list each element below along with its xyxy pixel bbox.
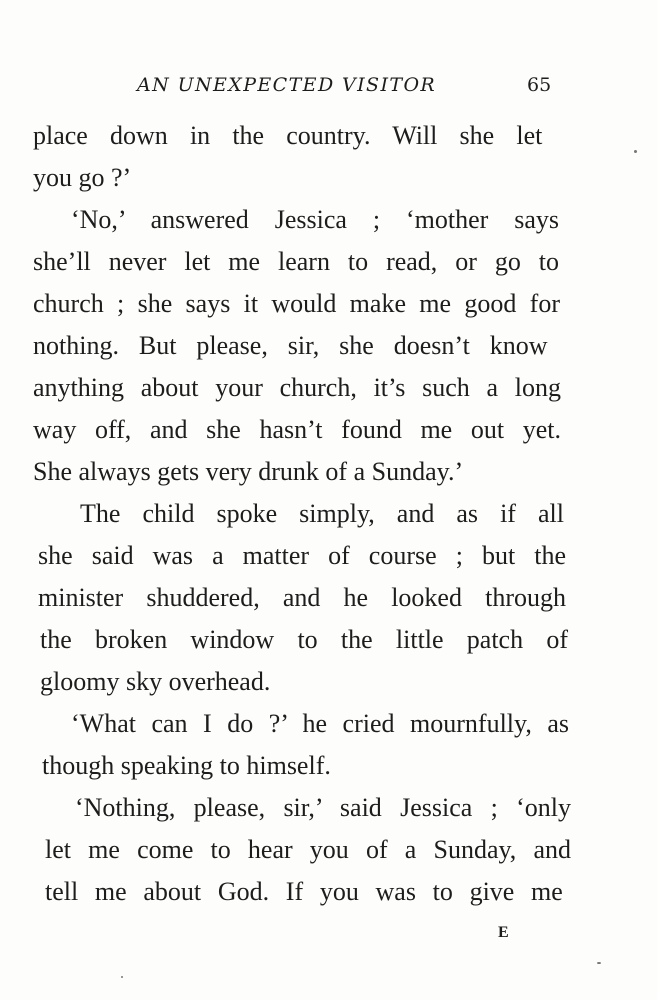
signature-mark: E bbox=[498, 924, 510, 941]
text-line: ‘Nothing, please, sir,’ said Jessica ; ‘only bbox=[75, 793, 571, 822]
page-number: 65 bbox=[527, 74, 552, 96]
text-line: ‘No,’ answered Jessica ; ‘mother says bbox=[71, 205, 559, 234]
text-line: she said was a matter of course ; but the bbox=[38, 541, 566, 570]
running-head bbox=[0, 70, 658, 100]
text-line: you go ?’ bbox=[33, 163, 132, 192]
text-line: way off, and she hasn’t found me out yet. bbox=[33, 415, 561, 444]
text-line: gloomy sky overhead. bbox=[40, 667, 271, 696]
text-line: church ; she says it would make me good for bbox=[33, 289, 560, 318]
text-line: she’ll never let me learn to read, or go to bbox=[33, 247, 559, 276]
text-line: the broken window to the little patch of bbox=[40, 625, 568, 654]
text-line: let me come to hear you of a Sunday, and bbox=[45, 835, 571, 864]
text-line: though speaking to himself. bbox=[42, 751, 331, 780]
text-line: She always gets very drunk of a Sunday.’ bbox=[33, 457, 464, 486]
text-line: tell me about God. If you was to give me bbox=[45, 877, 563, 906]
text-line: minister shuddered, and he looked through bbox=[38, 583, 566, 612]
text-line: ‘What can I do ?’ he cried mournfully, as bbox=[71, 709, 569, 738]
text-line: place down in the country. Will she let bbox=[33, 121, 543, 150]
paper-speck bbox=[597, 962, 601, 964]
text-line: nothing. But please, sir, she doesn’t know bbox=[33, 331, 548, 360]
paper-speck bbox=[121, 976, 123, 978]
running-title: AN UNEXPECTED VISITOR bbox=[137, 74, 437, 96]
text-line: anything about your church, it’s such a long bbox=[33, 373, 561, 402]
text-line: The child spoke simply, and as if all bbox=[80, 499, 564, 528]
paper-speck bbox=[634, 150, 637, 153]
